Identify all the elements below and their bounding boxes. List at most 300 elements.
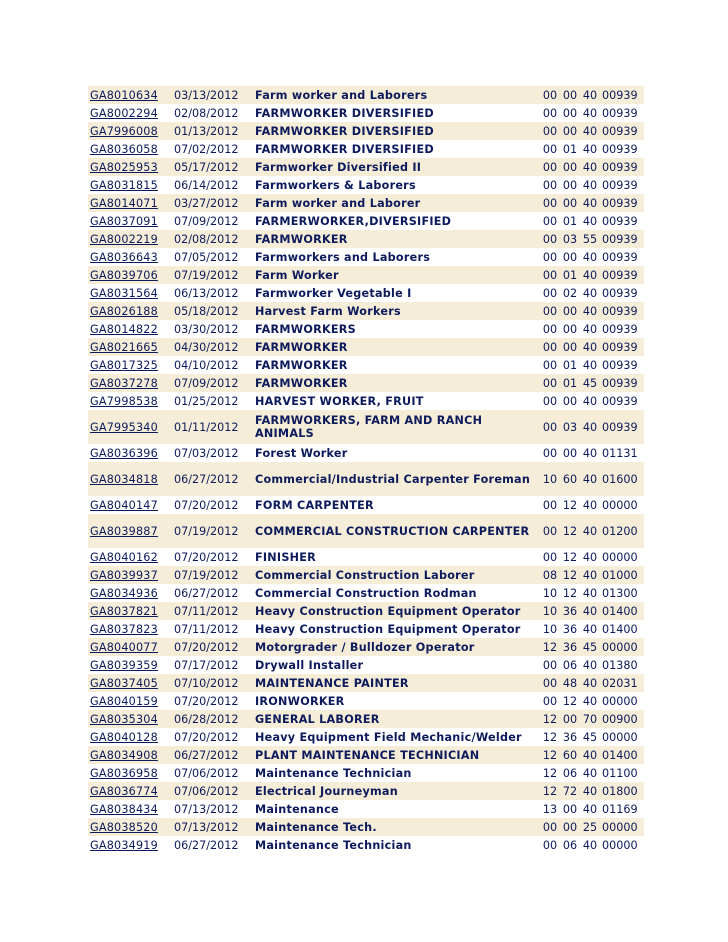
posting-date: 07/09/2012 — [172, 374, 253, 392]
job-title: Farmworker Vegetable I — [253, 284, 540, 302]
job-title: Farmworker Diversified II — [253, 158, 540, 176]
table-row — [88, 284, 644, 302]
value-1: 00 — [540, 194, 560, 212]
job-order-id[interactable]: GA8040162 — [88, 548, 172, 566]
wage-code: 00939 — [600, 86, 644, 104]
posting-date: 07/20/2012 — [172, 728, 253, 746]
value-1: 10 — [540, 462, 560, 496]
value-2: 36 — [560, 620, 580, 638]
job-order-id[interactable]: GA8034818 — [88, 462, 172, 496]
wage-code: 01400 — [600, 602, 644, 620]
job-order-id[interactable]: GA8026188 — [88, 302, 172, 320]
wage-code: 00939 — [600, 176, 644, 194]
wage-code: 01400 — [600, 746, 644, 764]
wage-code: 00939 — [600, 356, 644, 374]
table-row — [88, 620, 644, 638]
job-title: Forest Worker — [253, 444, 540, 462]
job-title: Electrical Journeyman — [253, 782, 540, 800]
hours-per-week: 40 — [580, 692, 600, 710]
hours-per-week: 40 — [580, 584, 600, 602]
job-order-id[interactable]: GA8021665 — [88, 338, 172, 356]
job-title: Farmworkers & Laborers — [253, 176, 540, 194]
hours-per-week: 40 — [580, 86, 600, 104]
posting-date: 02/08/2012 — [172, 104, 253, 122]
wage-code: 00939 — [600, 284, 644, 302]
table-row — [88, 782, 644, 800]
hours-per-week: 40 — [580, 392, 600, 410]
value-2: 00 — [560, 392, 580, 410]
table-row — [88, 158, 644, 176]
job-title: FARMWORKER DIVERSIFIED — [253, 140, 540, 158]
wage-code: 00000 — [600, 692, 644, 710]
hours-per-week: 40 — [580, 284, 600, 302]
table-row — [88, 122, 644, 140]
wage-code: 01380 — [600, 656, 644, 674]
hours-per-week: 40 — [580, 746, 600, 764]
value-2: 00 — [560, 800, 580, 818]
value-1: 00 — [540, 514, 560, 548]
wage-code: 00900 — [600, 710, 644, 728]
job-title: FARMWORKER — [253, 356, 540, 374]
job-order-id[interactable]: GA8037278 — [88, 374, 172, 392]
wage-code: 00000 — [600, 496, 644, 514]
value-2: 00 — [560, 320, 580, 338]
job-order-id[interactable]: GA8036396 — [88, 444, 172, 462]
value-2: 00 — [560, 86, 580, 104]
value-1: 12 — [540, 764, 560, 782]
wage-code: 00939 — [600, 320, 644, 338]
value-1: 00 — [540, 392, 560, 410]
wage-code: 00939 — [600, 230, 644, 248]
value-1: 00 — [540, 140, 560, 158]
value-1: 00 — [540, 302, 560, 320]
wage-code: 00939 — [600, 392, 644, 410]
value-1: 00 — [540, 548, 560, 566]
wage-code: 00939 — [600, 410, 644, 444]
hours-per-week: 40 — [580, 496, 600, 514]
job-order-id[interactable]: GA8034936 — [88, 584, 172, 602]
value-2: 00 — [560, 338, 580, 356]
table-row — [88, 818, 644, 836]
posting-date: 07/06/2012 — [172, 782, 253, 800]
job-order-id[interactable]: GA8037405 — [88, 674, 172, 692]
value-1: 00 — [540, 212, 560, 230]
table-row — [88, 602, 644, 620]
table-row — [88, 302, 644, 320]
table-row — [88, 656, 644, 674]
wage-code: 00939 — [600, 266, 644, 284]
job-title: Maintenance Technician — [253, 836, 540, 854]
table-row — [88, 728, 644, 746]
value-2: 00 — [560, 104, 580, 122]
value-1: 00 — [540, 86, 560, 104]
value-1: 12 — [540, 638, 560, 656]
table-row — [88, 746, 644, 764]
value-1: 00 — [540, 410, 560, 444]
job-title: Motorgrader / Bulldozer Operator — [253, 638, 540, 656]
hours-per-week: 45 — [580, 638, 600, 656]
value-2: 01 — [560, 212, 580, 230]
wage-code: 00939 — [600, 140, 644, 158]
value-1: 00 — [540, 266, 560, 284]
table-row — [88, 836, 644, 854]
job-order-id[interactable]: GA8002294 — [88, 104, 172, 122]
posting-date: 07/19/2012 — [172, 514, 253, 548]
posting-date: 01/11/2012 — [172, 410, 253, 444]
posting-date: 04/10/2012 — [172, 356, 253, 374]
value-1: 00 — [540, 158, 560, 176]
table-row — [88, 320, 644, 338]
table-row — [88, 140, 644, 158]
table-row — [88, 514, 644, 548]
job-order-id[interactable]: GA7996008 — [88, 122, 172, 140]
job-title: GENERAL LABORER — [253, 710, 540, 728]
job-title: FARMWORKER DIVERSIFIED — [253, 122, 540, 140]
job-order-id[interactable]: GA8036058 — [88, 140, 172, 158]
wage-code: 01400 — [600, 620, 644, 638]
value-1: 00 — [540, 674, 560, 692]
job-order-id[interactable]: GA8036774 — [88, 782, 172, 800]
hours-per-week: 40 — [580, 356, 600, 374]
job-order-id[interactable]: GA8010634 — [88, 86, 172, 104]
wage-code: 00939 — [600, 194, 644, 212]
job-order-id[interactable]: GA8031564 — [88, 284, 172, 302]
table-row — [88, 410, 644, 444]
posting-date: 07/11/2012 — [172, 602, 253, 620]
posting-date: 07/19/2012 — [172, 266, 253, 284]
posting-date: 06/14/2012 — [172, 176, 253, 194]
value-1: 10 — [540, 620, 560, 638]
posting-date: 06/13/2012 — [172, 284, 253, 302]
posting-date: 07/19/2012 — [172, 566, 253, 584]
wage-code: 00000 — [600, 836, 644, 854]
posting-date: 07/20/2012 — [172, 692, 253, 710]
value-2: 36 — [560, 728, 580, 746]
hours-per-week: 40 — [580, 566, 600, 584]
posting-date: 06/27/2012 — [172, 746, 253, 764]
value-1: 00 — [540, 284, 560, 302]
job-title: Heavy Equipment Field Mechanic/Welder — [253, 728, 540, 746]
posting-date: 01/25/2012 — [172, 392, 253, 410]
hours-per-week: 70 — [580, 710, 600, 728]
table-row — [88, 800, 644, 818]
table-row — [88, 212, 644, 230]
table-row — [88, 248, 644, 266]
table-row — [88, 462, 644, 496]
posting-date: 07/10/2012 — [172, 674, 253, 692]
value-2: 06 — [560, 764, 580, 782]
value-2: 72 — [560, 782, 580, 800]
hours-per-week: 40 — [580, 514, 600, 548]
job-order-id[interactable]: GA8040128 — [88, 728, 172, 746]
posting-date: 05/18/2012 — [172, 302, 253, 320]
value-2: 12 — [560, 692, 580, 710]
value-2: 03 — [560, 230, 580, 248]
job-title: Heavy Construction Equipment Operator — [253, 602, 540, 620]
value-1: 00 — [540, 496, 560, 514]
value-1: 00 — [540, 176, 560, 194]
value-1: 00 — [540, 818, 560, 836]
job-order-id[interactable]: GA8040147 — [88, 496, 172, 514]
value-2: 00 — [560, 194, 580, 212]
job-order-id[interactable]: GA8014071 — [88, 194, 172, 212]
posting-date: 06/28/2012 — [172, 710, 253, 728]
posting-date: 06/27/2012 — [172, 584, 253, 602]
value-2: 00 — [560, 176, 580, 194]
job-order-id[interactable]: GA8036643 — [88, 248, 172, 266]
wage-code: 00939 — [600, 212, 644, 230]
value-1: 00 — [540, 122, 560, 140]
wage-code: 01800 — [600, 782, 644, 800]
hours-per-week: 40 — [580, 462, 600, 496]
value-1: 10 — [540, 584, 560, 602]
job-listings-body — [88, 86, 644, 854]
hours-per-week: 40 — [580, 800, 600, 818]
table-row — [88, 566, 644, 584]
job-title: Farm worker and Laborers — [253, 86, 540, 104]
posting-date: 06/27/2012 — [172, 836, 253, 854]
value-2: 00 — [560, 444, 580, 462]
hours-per-week: 40 — [580, 194, 600, 212]
hours-per-week: 40 — [580, 104, 600, 122]
value-1: 12 — [540, 728, 560, 746]
hours-per-week: 45 — [580, 374, 600, 392]
table-row — [88, 764, 644, 782]
hours-per-week: 40 — [580, 302, 600, 320]
value-1: 00 — [540, 320, 560, 338]
hours-per-week: 40 — [580, 782, 600, 800]
job-title: FARMWORKER DIVERSIFIED — [253, 104, 540, 122]
job-title: IRONWORKER — [253, 692, 540, 710]
wage-code: 00000 — [600, 818, 644, 836]
value-2: 12 — [560, 584, 580, 602]
value-1: 00 — [540, 692, 560, 710]
job-title: Farm worker and Laborer — [253, 194, 540, 212]
job-title: Farm Worker — [253, 266, 540, 284]
job-title: FARMWORKER — [253, 374, 540, 392]
wage-code: 00939 — [600, 338, 644, 356]
hours-per-week: 40 — [580, 410, 600, 444]
hours-per-week: 40 — [580, 176, 600, 194]
value-2: 60 — [560, 462, 580, 496]
value-2: 00 — [560, 158, 580, 176]
job-title: COMMERCIAL CONSTRUCTION CARPENTER — [253, 514, 540, 548]
wage-code: 01131 — [600, 444, 644, 462]
value-1: 00 — [540, 374, 560, 392]
table-row — [88, 584, 644, 602]
posting-date: 07/03/2012 — [172, 444, 253, 462]
value-1: 00 — [540, 656, 560, 674]
table-row — [88, 638, 644, 656]
value-2: 00 — [560, 122, 580, 140]
table-row — [88, 230, 644, 248]
table-row — [88, 356, 644, 374]
wage-code: 00000 — [600, 728, 644, 746]
job-title: HARVEST WORKER, FRUIT — [253, 392, 540, 410]
value-2: 36 — [560, 638, 580, 656]
wage-code: 02031 — [600, 674, 644, 692]
posting-date: 02/08/2012 — [172, 230, 253, 248]
value-2: 12 — [560, 514, 580, 548]
job-order-id[interactable]: GA7995340 — [88, 410, 172, 444]
table-row — [88, 674, 644, 692]
value-1: 00 — [540, 444, 560, 462]
value-1: 00 — [540, 104, 560, 122]
hours-per-week: 25 — [580, 818, 600, 836]
job-title: Drywall Installer — [253, 656, 540, 674]
job-order-id[interactable]: GA8034908 — [88, 746, 172, 764]
job-order-id[interactable]: GA8040077 — [88, 638, 172, 656]
wage-code: 00939 — [600, 158, 644, 176]
job-title: Harvest Farm Workers — [253, 302, 540, 320]
posting-date: 01/13/2012 — [172, 122, 253, 140]
posting-date: 07/20/2012 — [172, 496, 253, 514]
job-title: FARMWORKERS — [253, 320, 540, 338]
job-order-id[interactable]: GA8039937 — [88, 566, 172, 584]
value-2: 00 — [560, 248, 580, 266]
value-2: 00 — [560, 302, 580, 320]
wage-code: 00939 — [600, 302, 644, 320]
value-1: 12 — [540, 782, 560, 800]
hours-per-week: 40 — [580, 444, 600, 462]
job-order-id[interactable]: GA8038434 — [88, 800, 172, 818]
job-order-id[interactable]: GA8039887 — [88, 514, 172, 548]
hours-per-week: 40 — [580, 602, 600, 620]
table-row — [88, 496, 644, 514]
job-title: Maintenance Technician — [253, 764, 540, 782]
value-2: 01 — [560, 266, 580, 284]
table-row — [88, 266, 644, 284]
value-1: 12 — [540, 746, 560, 764]
posting-date: 07/20/2012 — [172, 548, 253, 566]
wage-code: 01300 — [600, 584, 644, 602]
value-1: 10 — [540, 602, 560, 620]
value-2: 48 — [560, 674, 580, 692]
table-row — [88, 374, 644, 392]
wage-code: 00000 — [600, 548, 644, 566]
value-2: 06 — [560, 836, 580, 854]
hours-per-week: 45 — [580, 728, 600, 746]
job-order-id[interactable]: GA8031815 — [88, 176, 172, 194]
wage-code: 00939 — [600, 374, 644, 392]
hours-per-week: 40 — [580, 338, 600, 356]
posting-date: 07/02/2012 — [172, 140, 253, 158]
job-order-id[interactable]: GA8039359 — [88, 656, 172, 674]
job-title: Maintenance Tech. — [253, 818, 540, 836]
value-1: 00 — [540, 230, 560, 248]
posting-date: 07/13/2012 — [172, 800, 253, 818]
hours-per-week: 40 — [580, 656, 600, 674]
job-title: PLANT MAINTENANCE TECHNICIAN — [253, 746, 540, 764]
wage-code: 01100 — [600, 764, 644, 782]
hours-per-week: 40 — [580, 836, 600, 854]
job-title: Farmworkers and Laborers — [253, 248, 540, 266]
wage-code: 01169 — [600, 800, 644, 818]
posting-date: 04/30/2012 — [172, 338, 253, 356]
job-title: Maintenance — [253, 800, 540, 818]
job-order-id[interactable]: GA8040159 — [88, 692, 172, 710]
wage-code: 01200 — [600, 514, 644, 548]
value-2: 03 — [560, 410, 580, 444]
posting-date: 07/05/2012 — [172, 248, 253, 266]
job-order-id[interactable]: GA8025953 — [88, 158, 172, 176]
job-order-id[interactable]: GA7998538 — [88, 392, 172, 410]
job-order-id[interactable]: GA8017325 — [88, 356, 172, 374]
posting-date: 07/13/2012 — [172, 818, 253, 836]
value-2: 12 — [560, 496, 580, 514]
table-row — [88, 338, 644, 356]
value-2: 12 — [560, 548, 580, 566]
value-2: 06 — [560, 656, 580, 674]
job-order-id[interactable]: GA8035304 — [88, 710, 172, 728]
job-order-id[interactable]: GA8036958 — [88, 764, 172, 782]
job-order-id[interactable]: GA8038520 — [88, 818, 172, 836]
job-title: FINISHER — [253, 548, 540, 566]
value-1: 00 — [540, 338, 560, 356]
job-title: Heavy Construction Equipment Operator — [253, 620, 540, 638]
wage-code: 01000 — [600, 566, 644, 584]
job-title: Commercial/Industrial Carpenter Foreman — [253, 462, 540, 496]
value-1: 12 — [540, 710, 560, 728]
hours-per-week: 40 — [580, 158, 600, 176]
job-order-id[interactable]: GA8039706 — [88, 266, 172, 284]
value-2: 36 — [560, 602, 580, 620]
wage-code: 01600 — [600, 462, 644, 496]
posting-date: 05/17/2012 — [172, 158, 253, 176]
hours-per-week: 40 — [580, 122, 600, 140]
table-row — [88, 710, 644, 728]
job-order-id[interactable]: GA8014822 — [88, 320, 172, 338]
hours-per-week: 40 — [580, 674, 600, 692]
table-row — [88, 194, 644, 212]
job-title: FORM CARPENTER — [253, 496, 540, 514]
job-title: FARMWORKER — [253, 338, 540, 356]
job-order-id[interactable]: GA8034919 — [88, 836, 172, 854]
job-title: FARMWORKER — [253, 230, 540, 248]
table-row — [88, 86, 644, 104]
value-1: 00 — [540, 248, 560, 266]
value-2: 12 — [560, 566, 580, 584]
value-2: 60 — [560, 746, 580, 764]
posting-date: 06/27/2012 — [172, 462, 253, 496]
job-title: FARMWORKERS, FARM AND RANCH ANIMALS — [253, 410, 540, 444]
job-order-id[interactable]: GA8037821 — [88, 602, 172, 620]
job-title: MAINTENANCE PAINTER — [253, 674, 540, 692]
table-row — [88, 176, 644, 194]
job-order-id[interactable]: GA8037091 — [88, 212, 172, 230]
posting-date: 03/27/2012 — [172, 194, 253, 212]
value-2: 01 — [560, 356, 580, 374]
table-row — [88, 104, 644, 122]
value-2: 02 — [560, 284, 580, 302]
hours-per-week: 40 — [580, 266, 600, 284]
job-order-id[interactable]: GA8037823 — [88, 620, 172, 638]
table-row — [88, 692, 644, 710]
value-2: 00 — [560, 710, 580, 728]
value-2: 01 — [560, 374, 580, 392]
posting-date: 03/13/2012 — [172, 86, 253, 104]
job-title: Commercial Construction Laborer — [253, 566, 540, 584]
hours-per-week: 40 — [580, 320, 600, 338]
value-1: 00 — [540, 356, 560, 374]
hours-per-week: 40 — [580, 620, 600, 638]
wage-code: 00939 — [600, 248, 644, 266]
job-listings-table — [88, 86, 644, 854]
job-order-id[interactable]: GA8002219 — [88, 230, 172, 248]
value-1: 00 — [540, 836, 560, 854]
table-row — [88, 444, 644, 462]
wage-code: 00000 — [600, 638, 644, 656]
